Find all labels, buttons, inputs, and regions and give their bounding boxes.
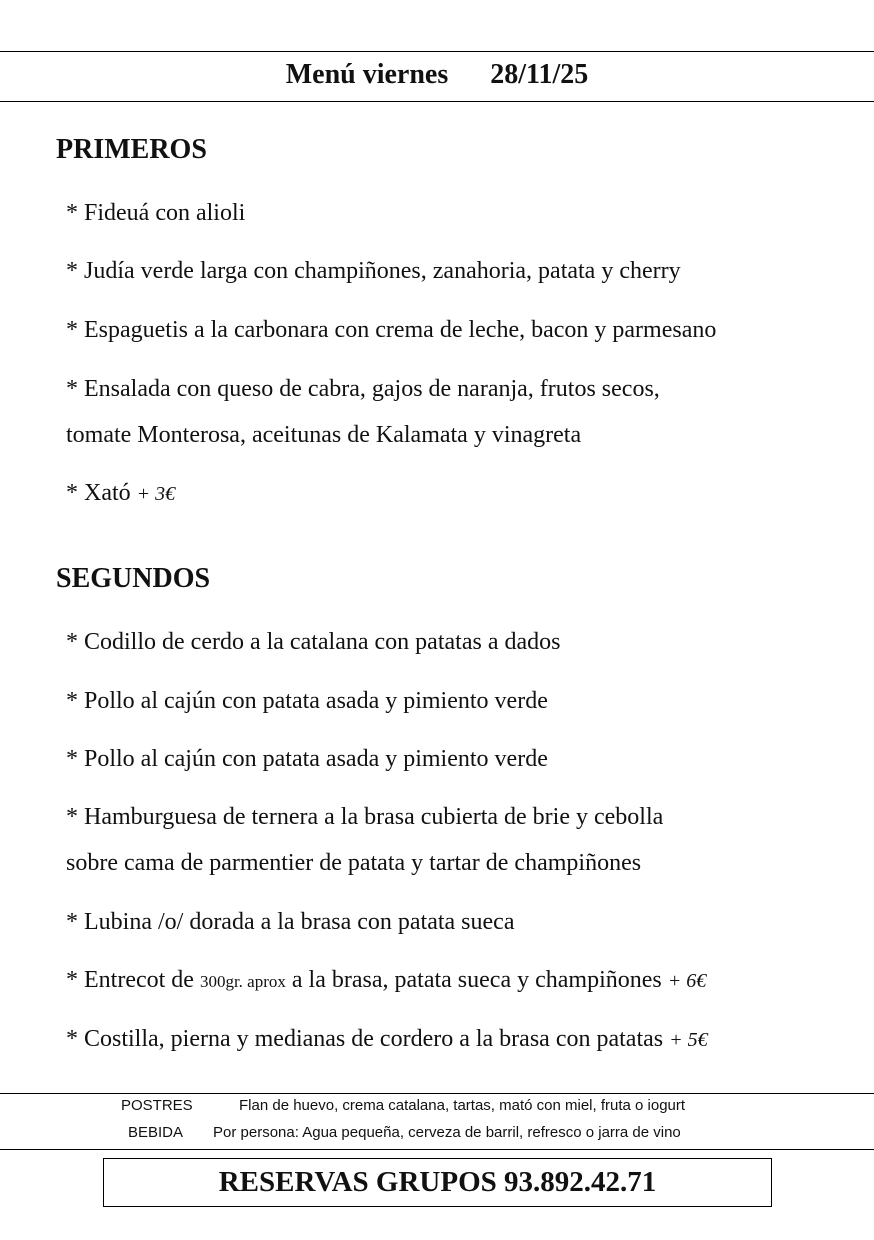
dish-segundos-5: * Lubina /o/ dorada a la brasa con patata sueca [66, 909, 515, 935]
dish-segundos-6-text-a: * Entrecot de [66, 967, 200, 993]
dish-segundos-2: * Pollo al cajún con patata asada y pimiento verde [66, 688, 548, 714]
reservations-phone: 93.892.42.71 [504, 1166, 657, 1198]
menu-date: 28/11/25 [490, 59, 589, 90]
reservations-box [103, 1158, 772, 1207]
title-spacer [448, 59, 490, 90]
supplement-price: + 6€ [667, 970, 707, 992]
dish-segundos-6 [66, 957, 706, 1005]
supplement-price: + 5€ [669, 1029, 708, 1051]
dish-primeros-3: * Espaguetis a la carbonara con crema de leche, bacon y parmesano [66, 317, 717, 343]
dish-primeros-1: * Fideuá con alioli [66, 200, 246, 226]
dish-segundos-6-text-b: a la brasa, patata sueca y champiñones [285, 967, 668, 993]
dish-primeros-4-line1: * Ensalada con queso de cabra, gajos de naranja, frutos secos, [66, 376, 660, 402]
section-title-primeros: PRIMEROS [56, 134, 207, 165]
section-title-segundos: SEGUNDOS [56, 563, 211, 594]
top-rule [0, 51, 874, 52]
dish-segundos-4-line2: sobre cama de parmentier de patata y tartar de champiñones [66, 850, 642, 876]
dish-segundos-7-text: * Costilla, pierna y medianas de cordero a la brasa con patatas [66, 1026, 670, 1052]
menu-title: Menú viernes [285, 59, 449, 90]
dish-segundos-3: * Pollo al cajún con patata asada y pimiento verde [66, 746, 548, 772]
dish-segundos-1: * Codillo de cerdo a la catalana con patatas a dados [66, 629, 561, 655]
postres-label: POSTRES [121, 1097, 193, 1114]
dish-primeros-4 [66, 366, 660, 458]
dish-primeros-5 [66, 470, 175, 517]
bebida-text: Por persona: Agua pequeña, cerveza de barril, refresco o jarra de vino [213, 1124, 681, 1141]
supplement-price: + 3€ [136, 483, 176, 505]
dish-segundos-4 [66, 794, 663, 886]
reservations-label: RESERVAS GRUPOS [218, 1166, 497, 1198]
postres-text: Flan de huevo, crema catalana, tartas, mató con miel, fruta o iogurt [239, 1097, 686, 1114]
footer-top-rule [0, 1093, 874, 1094]
dish-primeros-2: * Judía verde larga con champiñones, zanahoria, patata y cherry [66, 258, 681, 284]
dish-segundos-4-line1: * Hamburguesa de ternera a la brasa cubierta de brie y cebolla [66, 804, 664, 830]
dish-weight-note: 300gr. aprox [199, 972, 286, 991]
dish-segundos-7 [66, 1016, 708, 1063]
dish-primeros-4-line2: tomate Monterosa, aceitunas de Kalamata y vinagreta [66, 422, 582, 448]
bebida-label: BEBIDA [128, 1124, 184, 1141]
footer-bottom-rule [0, 1149, 874, 1150]
dish-primeros-5-text: * Xató [66, 480, 137, 506]
title-bottom-rule [0, 101, 874, 102]
page-title [0, 57, 874, 93]
